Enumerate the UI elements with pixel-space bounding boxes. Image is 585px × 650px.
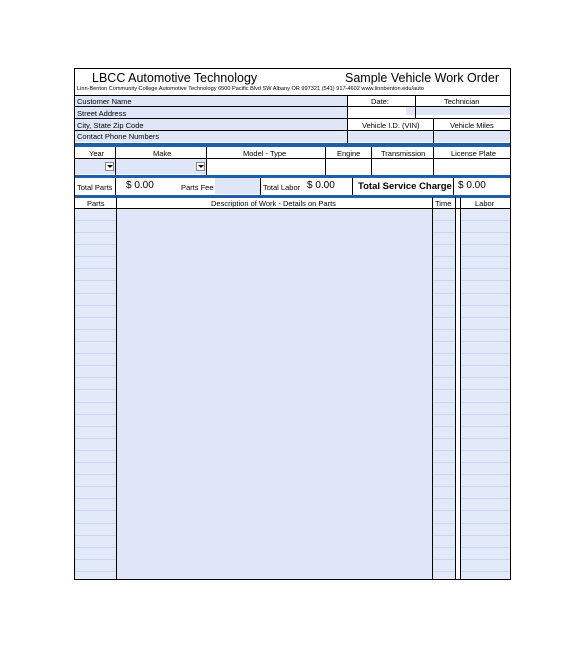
row-separator <box>461 365 510 366</box>
row-separator <box>433 535 455 536</box>
make-select[interactable] <box>116 159 206 174</box>
row-separator <box>433 414 455 415</box>
row-separator <box>433 377 455 378</box>
row-separator <box>461 220 510 221</box>
row-separator <box>433 474 455 475</box>
row-separator <box>461 268 510 269</box>
description-column-header: Description of Work - Details on Parts <box>211 199 336 208</box>
year-label: Year <box>89 149 105 158</box>
row-separator <box>433 280 455 281</box>
time-column-header: Time <box>435 199 452 208</box>
row-separator <box>433 571 455 572</box>
row-separator <box>461 426 510 427</box>
row-separator <box>75 256 116 257</box>
customer-name-label: Customer Name <box>77 97 132 106</box>
total-service-charge-label: Total Service Charge <box>358 181 452 192</box>
section-bar <box>75 175 510 178</box>
row-separator <box>433 341 455 342</box>
row-separator <box>75 220 116 221</box>
labor-column-header: Labor <box>475 199 495 208</box>
row-separator <box>433 232 455 233</box>
divider <box>347 106 510 107</box>
row-separator <box>75 305 116 306</box>
row-separator <box>75 474 116 475</box>
row-separator <box>75 523 116 524</box>
vehicle-miles-label: Vehicle Miles <box>450 121 494 130</box>
row-separator <box>461 293 510 294</box>
divider <box>352 178 353 195</box>
contact-phone-label: Contact Phone Numbers <box>77 132 160 141</box>
row-separator <box>75 438 116 439</box>
row-separator <box>461 317 510 318</box>
chevron-down-icon[interactable] <box>196 162 205 171</box>
row-separator <box>433 220 455 221</box>
chevron-down-icon[interactable] <box>105 162 114 171</box>
form-title: Sample Vehicle Work Order <box>345 71 499 85</box>
row-separator <box>433 353 455 354</box>
section-bar <box>75 195 510 198</box>
row-separator <box>461 389 510 390</box>
row-separator <box>461 402 510 403</box>
row-separator <box>461 341 510 342</box>
row-separator <box>461 353 510 354</box>
row-separator <box>75 450 116 451</box>
row-separator <box>461 571 510 572</box>
row-separator <box>75 426 116 427</box>
row-separator <box>461 474 510 475</box>
divider <box>433 118 434 143</box>
row-separator <box>433 498 455 499</box>
row-separator <box>433 305 455 306</box>
divider <box>371 147 372 175</box>
row-separator <box>433 523 455 524</box>
description-field[interactable] <box>117 209 432 579</box>
row-separator <box>461 535 510 536</box>
model-type-label: Model - Type <box>243 149 287 158</box>
divider <box>75 118 510 119</box>
divider <box>347 130 510 131</box>
row-separator <box>461 280 510 281</box>
divider <box>453 178 454 195</box>
row-separator <box>433 559 455 560</box>
row-separator <box>433 510 455 511</box>
vin-label: Vehicle I.D. (VIN) <box>362 121 420 130</box>
technician-field[interactable] <box>406 107 510 115</box>
row-separator <box>75 510 116 511</box>
row-separator <box>75 365 116 366</box>
row-separator <box>75 462 116 463</box>
row-separator <box>75 244 116 245</box>
row-separator <box>75 571 116 572</box>
license-plate-label: License Plate <box>451 149 497 158</box>
divider <box>347 95 348 143</box>
row-separator <box>461 547 510 548</box>
row-separator <box>75 389 116 390</box>
parts-column-header: Parts <box>87 199 105 208</box>
divider <box>415 95 416 118</box>
row-separator <box>461 510 510 511</box>
row-separator <box>461 232 510 233</box>
total-labor-value: $ 0.00 <box>307 180 335 191</box>
row-separator <box>75 232 116 233</box>
total-parts-label: Total Parts <box>77 183 113 192</box>
total-parts-value: $ 0.00 <box>126 180 154 191</box>
date-label: Date: <box>371 97 389 106</box>
row-separator <box>433 365 455 366</box>
divider <box>455 197 456 580</box>
row-separator <box>75 547 116 548</box>
row-separator <box>461 438 510 439</box>
divider <box>115 147 116 175</box>
section-bar <box>75 143 510 147</box>
row-separator <box>461 329 510 330</box>
divider <box>75 106 347 107</box>
divider <box>260 178 261 195</box>
row-separator <box>461 559 510 560</box>
parts-fee-label: Parts Fee <box>181 183 214 192</box>
row-separator <box>433 547 455 548</box>
row-separator <box>75 377 116 378</box>
work-order-form <box>74 68 511 580</box>
row-separator <box>433 486 455 487</box>
org-title: LBCC Automotive Technology <box>92 71 258 85</box>
row-separator <box>461 256 510 257</box>
row-separator <box>461 377 510 378</box>
row-separator <box>75 280 116 281</box>
divider <box>432 197 433 580</box>
row-separator <box>433 329 455 330</box>
divider <box>206 147 207 175</box>
vin-miles-field[interactable] <box>347 131 510 142</box>
divider <box>75 130 347 131</box>
make-label: Make <box>153 149 172 158</box>
row-separator <box>461 523 510 524</box>
divider <box>433 147 434 175</box>
row-separator <box>433 438 455 439</box>
row-separator <box>75 402 116 403</box>
total-labor-label: Total Labor <box>263 183 301 192</box>
row-separator <box>75 535 116 536</box>
divider <box>325 147 326 175</box>
row-separator <box>75 559 116 560</box>
row-separator <box>75 353 116 354</box>
row-separator <box>433 256 455 257</box>
row-separator <box>433 450 455 451</box>
total-service-charge-value: $ 0.00 <box>458 180 486 191</box>
row-separator <box>75 486 116 487</box>
row-separator <box>433 244 455 245</box>
transmission-label: Transmission <box>381 149 426 158</box>
address-line: Linn-Benton Community College Automotive Technology 6500 Pacific Blvd SW Albany OR 997321 (541) 917-4602 www.linnbenton.edu/auto <box>77 86 424 92</box>
row-separator <box>461 498 510 499</box>
row-separator <box>75 293 116 294</box>
divider <box>115 178 116 195</box>
row-separator <box>433 389 455 390</box>
row-separator <box>75 329 116 330</box>
row-separator <box>75 268 116 269</box>
row-separator <box>75 317 116 318</box>
engine-label: Engine <box>337 149 361 158</box>
row-separator <box>461 305 510 306</box>
city-state-zip-label: City, State Zip Code <box>77 121 144 130</box>
divider <box>460 197 461 580</box>
row-separator <box>461 450 510 451</box>
row-separator <box>433 268 455 269</box>
row-separator <box>461 414 510 415</box>
row-separator <box>75 498 116 499</box>
row-separator <box>433 426 455 427</box>
row-separator <box>75 341 116 342</box>
row-separator <box>461 462 510 463</box>
divider <box>116 197 117 580</box>
row-separator <box>461 486 510 487</box>
row-separator <box>433 402 455 403</box>
street-address-label: Street Address <box>77 109 127 118</box>
row-separator <box>461 244 510 245</box>
technician-label: Technician <box>444 97 480 106</box>
row-separator <box>433 317 455 318</box>
row-separator <box>433 293 455 294</box>
row-separator <box>433 462 455 463</box>
row-separator <box>75 414 116 415</box>
parts-fee-field[interactable] <box>215 178 260 194</box>
